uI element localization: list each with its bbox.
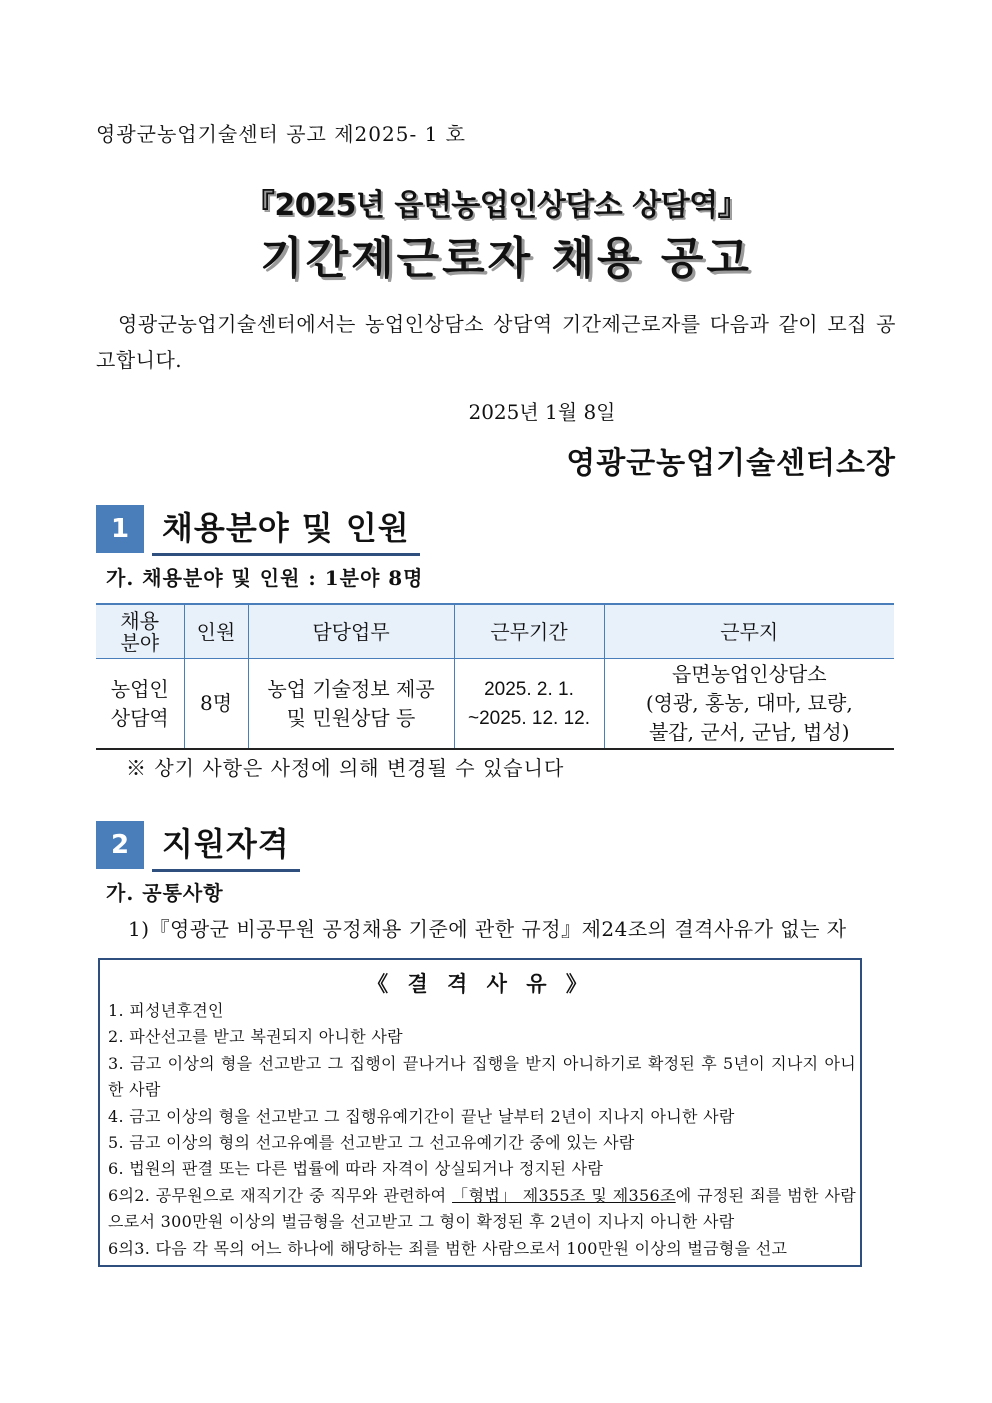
cell-duty: 농업 기술정보 제공 및 민원상담 등 [248, 659, 454, 750]
list-item: 5. 금고 이상의 형의 선고유예를 선고받고 그 선고유예기간 중에 있는 사람 [108, 1133, 635, 1153]
signer: 영광군농업기술센터소장 [566, 446, 896, 481]
box-title: 《 결 격 사 유 》 [367, 971, 593, 996]
cell-field: 농업인 상담역 [96, 659, 184, 750]
cell-location: 읍면농업인상담소 (영광, 홍농, 대마, 묘량, 불갑, 군서, 군남, 법성) [604, 659, 894, 750]
list-item: 1. 피성년후견인 [108, 1001, 224, 1020]
reason-6-2-law: 「형법」 제355조 및 제356조 [452, 1185, 676, 1205]
table-row [96, 659, 894, 750]
section-2-subheading: 가. 공통사항 [106, 881, 224, 905]
section-1-subheading: 가. 채용분야 및 인원 : 1분야 8명 [106, 566, 424, 590]
disqualification-box [98, 958, 862, 1267]
header-count: 인원 [184, 604, 248, 659]
section-title-1: 채용분야 및 인원 [152, 503, 420, 556]
table-header-row [96, 604, 894, 659]
list-item: 2. 파산선고를 받고 복권되지 아니한 사람 [108, 1027, 403, 1047]
header-location: 근무지 [604, 604, 894, 659]
notice-date [0, 396, 992, 425]
intro-paragraph: 영광군농업기술센터에서는 농업인상담소 상담역 기간제근로자를 다음과 같이 모집 공고합니다. [96, 312, 896, 372]
notice-number: 영광군농업기술센터 공고 제2025- 1 호 [96, 122, 466, 146]
header-duty: 담당업무 [248, 604, 454, 659]
disqualification-list [108, 998, 856, 1262]
reason-6-2-pre: 6의2. 공무원으로 재직기간 중 직무와 관련하여 [108, 1185, 453, 1205]
notice-date-text: 2025년 1월 8일 [468, 400, 616, 424]
list-item: 4. 금고 이상의 형을 선고받고 그 집행유예기간이 끝난 날부터 2년이 지나지 아니한 사람 [108, 1106, 735, 1126]
header-field: 채용 분야 [96, 604, 184, 659]
title-line-1: 『2025년 읍면농업인상담소 상담역』 [244, 188, 748, 223]
list-item [108, 1183, 856, 1236]
title-line-2: 기간제근로자 채용 공고 [260, 233, 752, 284]
cell-count: 8명 [184, 659, 248, 750]
section-number-1: 1 [96, 505, 144, 553]
list-item: 6의3. 다음 각 목의 어느 하나에 해당하는 죄를 범한 사람으로서 100만원 이상의 벌금형을 선고 [108, 1238, 788, 1258]
table-note: ※ 상기 사항은 사정에 의해 변경될 수 있습니다 [126, 756, 565, 780]
cell-period: 2025. 2. 1. ~2025. 12. 12. [454, 659, 604, 750]
qualification-item-1: 1)『영광군 비공무원 공정채용 기준에 관한 규정』제24조의 결격사유가 없는 자 [128, 917, 847, 941]
reason-6-2-post: 에 규정된 죄를 범한 사람으로서 300만원 이상의 벌금형을 선고받고 그 형이 확정된 후 2년이 지나지 아니한 사람 [108, 1185, 856, 1232]
section-number-2: 2 [96, 821, 144, 869]
list-item: 6. 법원의 판결 또는 다른 법률에 따라 자격이 상실되거나 정지된 사람 [108, 1159, 604, 1179]
header-period: 근무기간 [454, 604, 604, 659]
section-title-2: 지원자격 [152, 819, 300, 872]
recruitment-table [96, 603, 894, 750]
list-item: 3. 금고 이상의 형을 선고받고 그 집행이 끝나거나 집행을 받지 아니하기로 확정된 후 5년이 지나지 아니한 사람 [108, 1053, 856, 1100]
